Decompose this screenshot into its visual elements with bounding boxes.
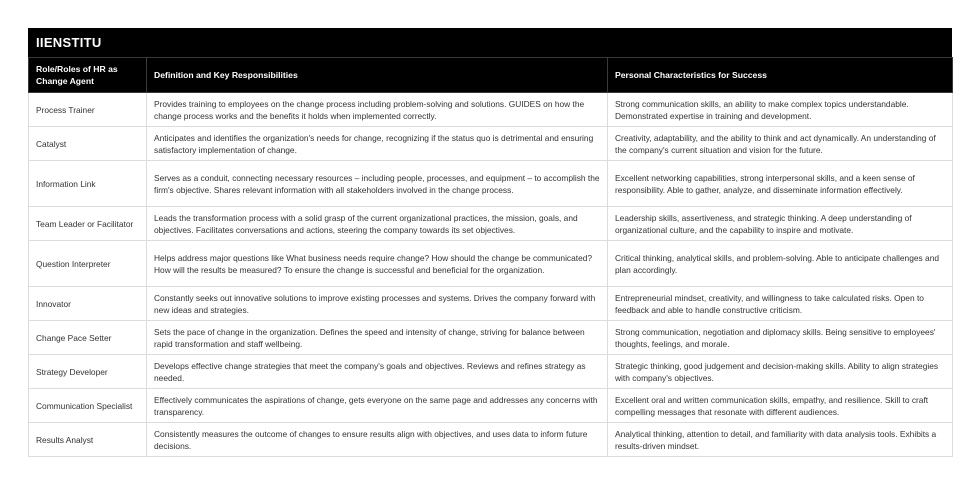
role-cell: Strategy Developer xyxy=(29,355,147,389)
header-definition: Definition and Key Responsibilities xyxy=(147,58,608,93)
table-row xyxy=(29,93,953,127)
definition-cell: Constantly seeks out innovative solutions to improve existing processes and systems. Drives the company forward with new ideas and strategies. xyxy=(147,287,608,321)
table-row xyxy=(29,161,953,207)
traits-cell: Critical thinking, analytical skills, and problem-solving. Able to anticipate challenges and plan accordingly. xyxy=(608,241,953,287)
role-cell: Innovator xyxy=(29,287,147,321)
definition-cell: Provides training to employees on the change process including problem-solving and solutions. GUIDES on how the change process works and the benefits it holds when implemented correctly. xyxy=(147,93,608,127)
table-row xyxy=(29,389,953,423)
roles-table xyxy=(28,57,953,457)
table-row xyxy=(29,241,953,287)
table-row xyxy=(29,355,953,389)
role-cell: Change Pace Setter xyxy=(29,321,147,355)
definition-cell: Leads the transformation process with a solid grasp of the current organizational practices, the mission, goals, and objectives. Facilitates conversations and actions, steering the company towards its set objectives. xyxy=(147,207,608,241)
hr-change-agent-table-card xyxy=(28,28,952,457)
table-row xyxy=(29,321,953,355)
role-cell: Communication Specialist xyxy=(29,389,147,423)
traits-cell: Excellent oral and written communication skills, empathy, and resilience. Skill to craft compelling messages that resonate with different audiences. xyxy=(608,389,953,423)
definition-cell: Helps address major questions like What business needs require change? How should the change be communicated? How will the results be measured? To ensure the change is successful and beneficial for the organization. xyxy=(147,241,608,287)
traits-cell: Strategic thinking, good judgement and decision-making skills. Ability to align strategies with company's objectives. xyxy=(608,355,953,389)
traits-cell: Analytical thinking, attention to detail, and familiarity with data analysis tools. Exhibits a results-driven mindset. xyxy=(608,423,953,457)
definition-cell: Serves as a conduit, connecting necessary resources – including people, processes, and equipment – to accomplish the firm's objective. Shares relevant information with all stakeholders involved in the change process. xyxy=(147,161,608,207)
definition-cell: Sets the pace of change in the organization. Defines the speed and intensity of change, striving for balance between rapid transformation and staff wellbeing. xyxy=(147,321,608,355)
role-cell: Team Leader or Facilitator xyxy=(29,207,147,241)
header-row xyxy=(29,58,953,93)
role-cell: Question Interpreter xyxy=(29,241,147,287)
traits-cell: Strong communication, negotiation and diplomacy skills. Being sensitive to employees' thoughts, feelings, and morale. xyxy=(608,321,953,355)
role-cell: Process Trainer xyxy=(29,93,147,127)
definition-cell: Anticipates and identifies the organization's needs for change, recognizing if the status quo is detrimental and ensuring satisfactory implementation of change. xyxy=(147,127,608,161)
role-cell: Catalyst xyxy=(29,127,147,161)
definition-cell: Develops effective change strategies that meet the company's goals and objectives. Reviews and refines strategy as needed. xyxy=(147,355,608,389)
table-row xyxy=(29,207,953,241)
traits-cell: Strong communication skills, an ability to make complex topics understandable. Demonstrated expertise in training and development. xyxy=(608,93,953,127)
table-row xyxy=(29,127,953,161)
table-row xyxy=(29,287,953,321)
role-cell: Results Analyst xyxy=(29,423,147,457)
table-row xyxy=(29,423,953,457)
role-cell: Information Link xyxy=(29,161,147,207)
traits-cell: Leadership skills, assertiveness, and strategic thinking. A deep understanding of organizational culture, and the capability to inspire and motivate. xyxy=(608,207,953,241)
brand-title: IIENSTITU xyxy=(28,28,952,57)
header-traits: Personal Characteristics for Success xyxy=(608,58,953,93)
definition-cell: Consistently measures the outcome of changes to ensure results align with objectives, and uses data to inform future decisions. xyxy=(147,423,608,457)
header-role: Role/Roles of HR as Change Agent xyxy=(29,58,147,93)
traits-cell: Excellent networking capabilities, strong interpersonal skills, and a keen sense of responsibility. Able to gather, analyze, and disseminate information effectively. xyxy=(608,161,953,207)
definition-cell: Effectively communicates the aspirations of change, gets everyone on the same page and addresses any concerns with transparency. xyxy=(147,389,608,423)
traits-cell: Creativity, adaptability, and the ability to think and act dynamically. An understanding of the company's current situation and vision for the future. xyxy=(608,127,953,161)
traits-cell: Entrepreneurial mindset, creativity, and willingness to take calculated risks. Open to feedback and able to handle constructive criticism. xyxy=(608,287,953,321)
